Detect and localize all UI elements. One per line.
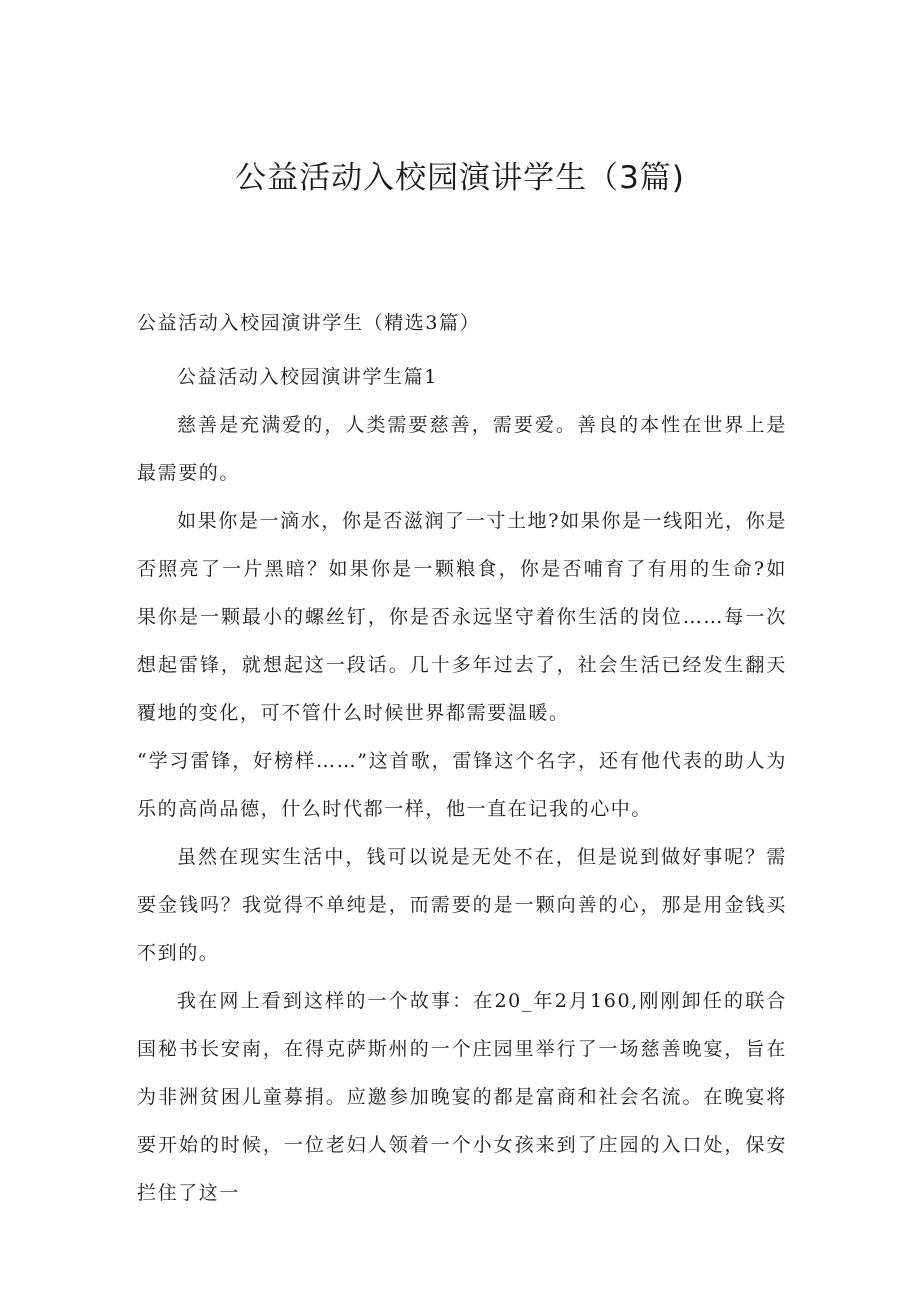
section-heading: 公益活动入校园演讲学生篇1 <box>177 366 438 388</box>
paragraph: “学习雷锋，好榜样……”这首歌，雷锋这个名字，还有他代表的助人为乐的高尚品德，什么时代都一样，他一直在记我的心中。 <box>137 750 787 820</box>
document-body <box>137 305 787 1217</box>
paragraph: 慈善是充满爱的，人类需要慈善，需要爱。善良的本性在世界上是最需要的。 <box>137 414 787 484</box>
paragraph: 如果你是一滴水，你是否滋润了一寸土地?如果你是一线阳光，你是否照亮了一片黑暗？如果你是一颗粮食，你是否哺育了有用的生命?如果你是一颗最小的螺丝钉，你是否永远坚守着你生活的岗位……每一次想起雷锋，就想起这一段话。几十多年过去了，社会生活已经发生翻天覆地的变化，可不管什么时候世界都需要温暖。 <box>137 510 787 724</box>
document-subtitle: 公益活动入校园演讲学生（精选3篇） <box>137 312 481 334</box>
paragraph: 虽然在现实生活中，钱可以说是无处不在，但是说到做好事呢？需要金钱吗？我觉得不单纯是，而需要的是一颗向善的心，那是用金钱买不到的。 <box>137 846 787 964</box>
paragraph: 我在网上看到这样的一个故事：在20_年2月160,刚刚卸任的联合国秘书长安南，在得克萨斯州的一个庄园里举行了一场慈善晚宴，旨在为非洲贫困儿童募捐。应邀参加晚宴的都是富商和社会名流。在晚宴将要开始的时候，一位老妇人领着一个小女孩来到了庄园的入口处，保安拦住了这一 <box>137 990 787 1204</box>
document-title: 公益活动入校园演讲学生（3篇) <box>235 160 685 196</box>
